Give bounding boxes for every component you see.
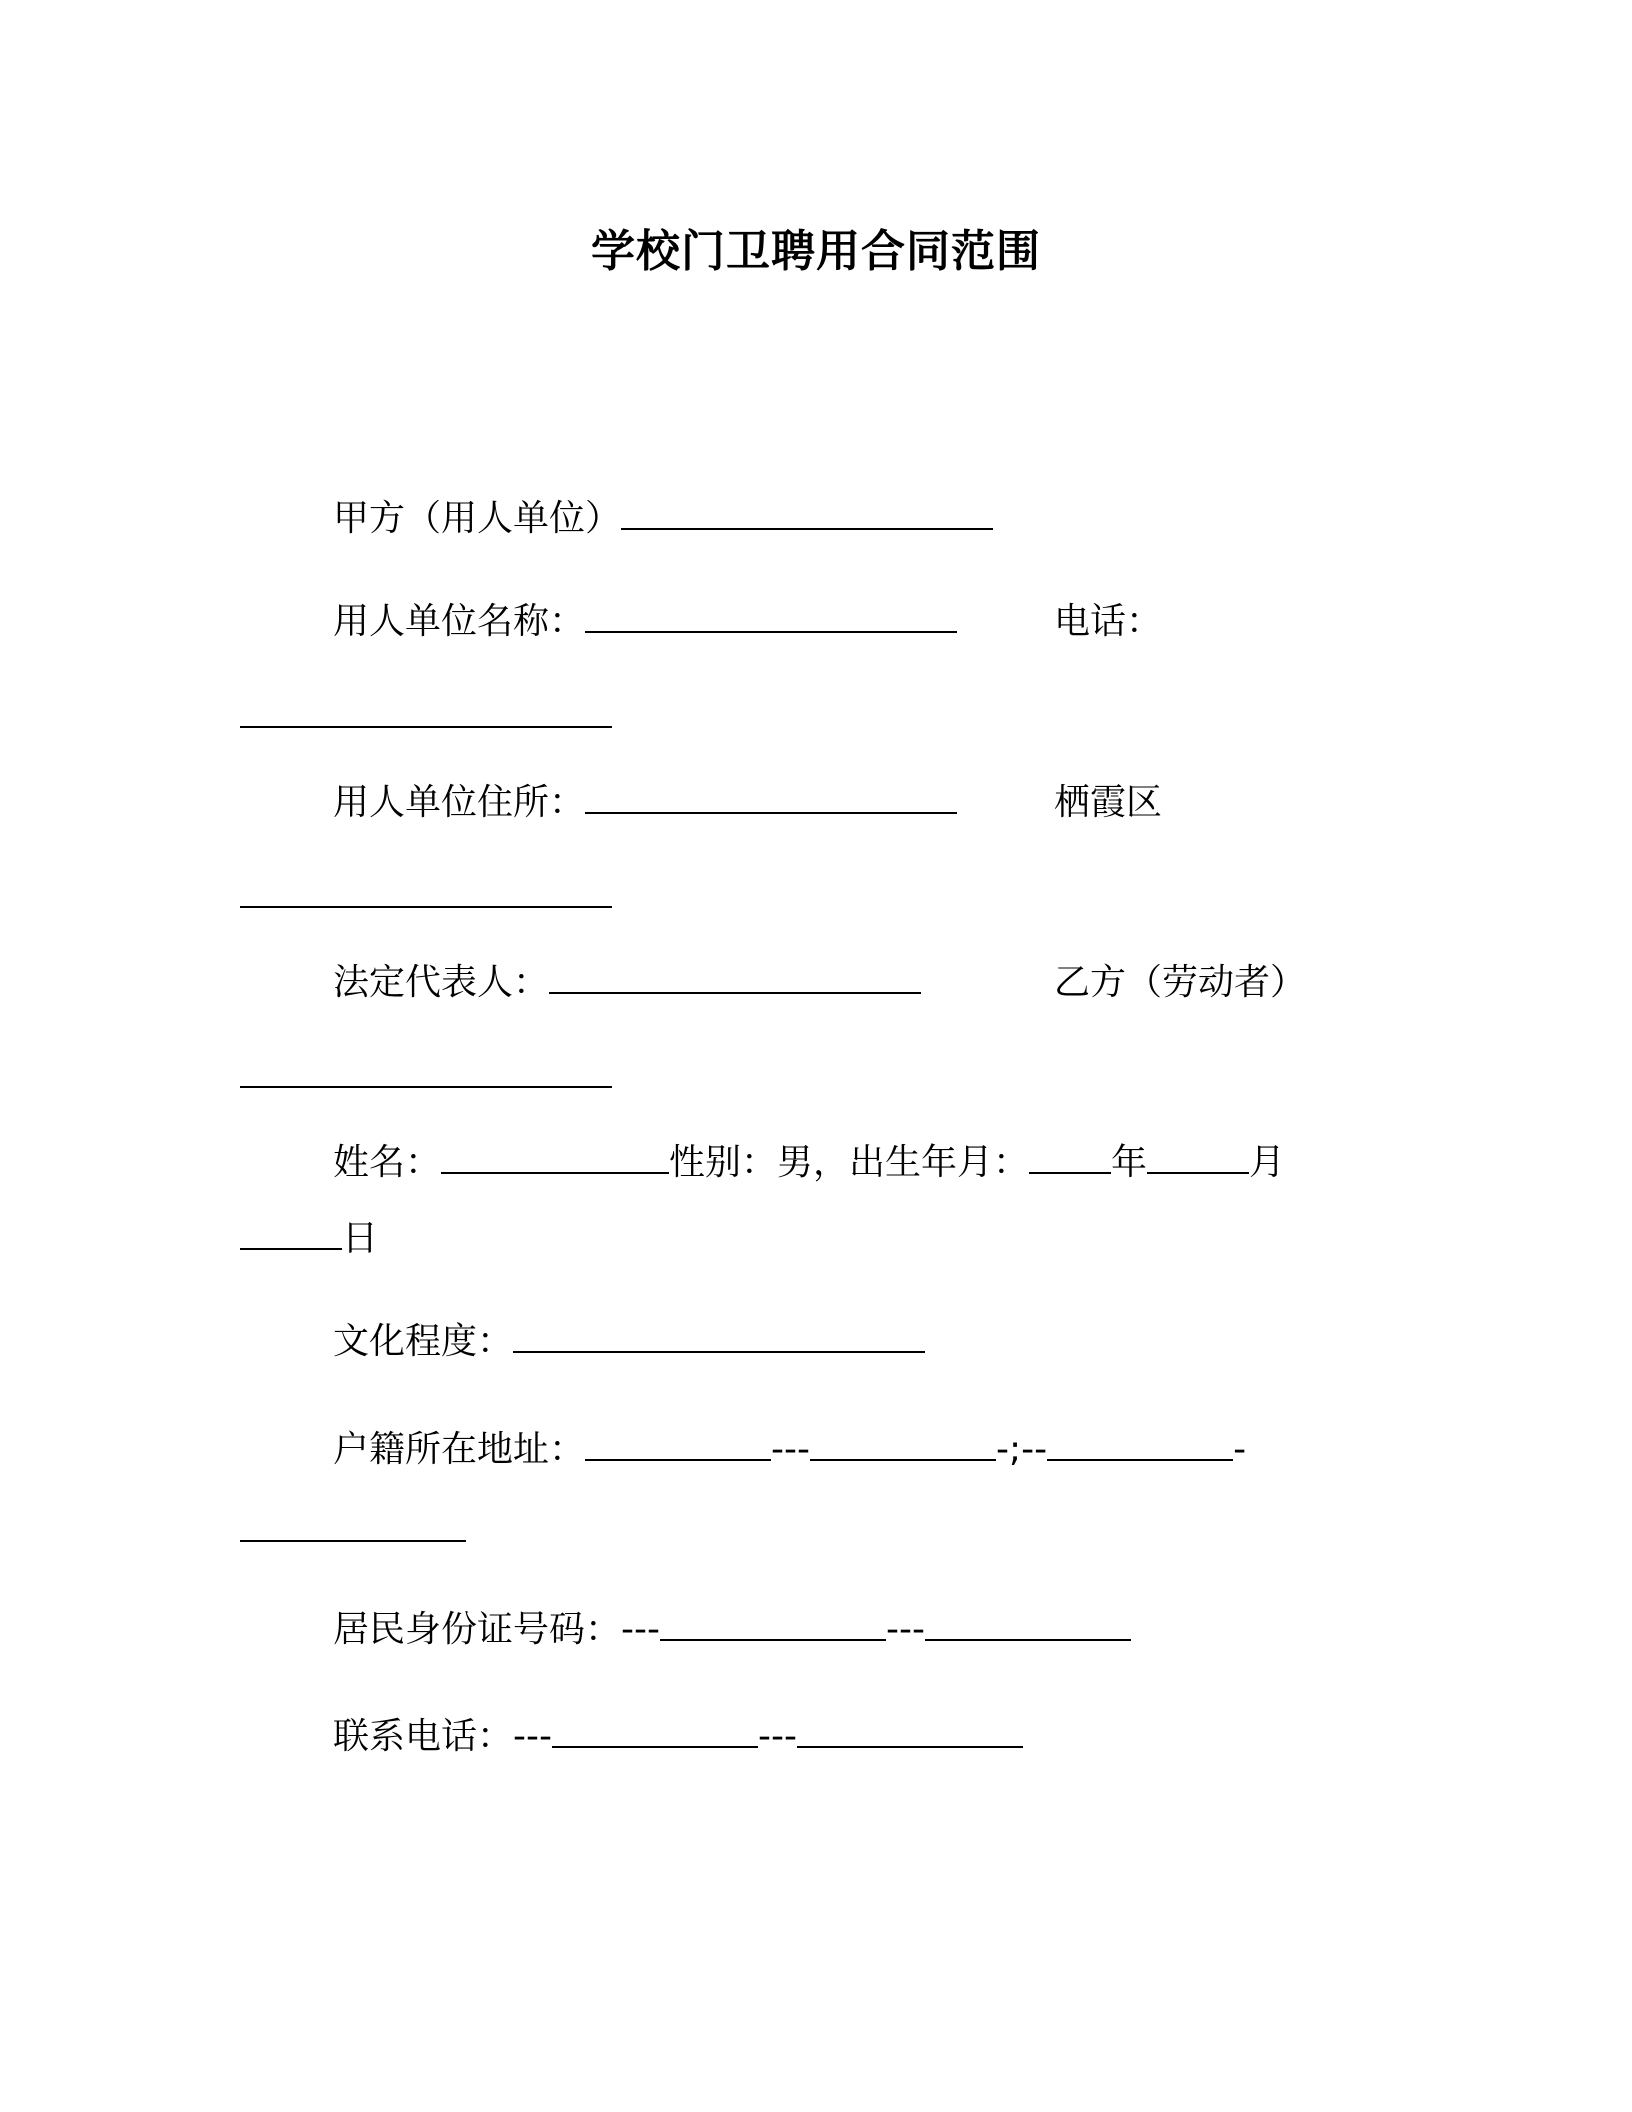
id-blank-2: [925, 1605, 1131, 1641]
employer-address-label: 用人单位住所：: [333, 782, 586, 823]
household-blank-3: [1047, 1425, 1233, 1461]
day-blank: [240, 1214, 342, 1250]
year-label: 年: [1111, 1142, 1148, 1183]
employer-name-blank: [585, 597, 957, 633]
name-blank: [441, 1138, 669, 1174]
district-blank: [240, 904, 612, 908]
district-label: 栖霞区: [1054, 782, 1163, 823]
contact-phone-label: 联系电话：---: [333, 1716, 552, 1757]
id-number-line: [333, 1605, 1131, 1655]
party-b-blank: [240, 1084, 612, 1088]
contact-phone-line: [333, 1712, 1023, 1762]
household-blank-4: [240, 1538, 466, 1542]
month-blank: [1147, 1138, 1249, 1174]
household-address-line: [333, 1425, 1246, 1475]
household-sep-3: -: [1233, 1429, 1247, 1470]
party-b-label: 乙方（劳动者）: [1054, 962, 1307, 1003]
day-line: [240, 1214, 378, 1264]
name-birth-line: [333, 1138, 1285, 1188]
legal-rep-blank: [549, 958, 921, 994]
contact-blank-2: [797, 1712, 1023, 1748]
year-blank: [1029, 1138, 1111, 1174]
education-blank: [513, 1317, 925, 1353]
gender-birth-label: 性别：男，出生年月：: [669, 1142, 1030, 1183]
legal-rep-line: [333, 958, 921, 1008]
household-sep-2: -;--: [996, 1429, 1048, 1470]
household-sep-1: ---: [771, 1429, 810, 1470]
id-number-label: 居民身份证号码：---: [333, 1609, 660, 1650]
day-label: 日: [342, 1218, 379, 1259]
education-line: [333, 1317, 925, 1367]
name-label: 姓名：: [333, 1142, 442, 1183]
party-a-blank: [621, 494, 993, 530]
month-label: 月: [1249, 1142, 1286, 1183]
legal-rep-label: 法定代表人：: [333, 962, 550, 1003]
phone-label: 电话：: [1054, 601, 1163, 642]
document-title: 学校门卫聘用合同范围: [591, 226, 1041, 277]
contact-blank-1: [552, 1712, 758, 1748]
employer-name-line: [333, 597, 957, 647]
employer-address-blank: [585, 778, 957, 814]
party-a-label: 甲方（用人单位）: [333, 498, 622, 539]
household-address-label: 户籍所在地址：: [333, 1429, 586, 1470]
employer-address-line: [333, 778, 957, 828]
party-a-line: [333, 494, 993, 544]
education-label: 文化程度：: [333, 1321, 514, 1362]
id-sep: ---: [885, 1609, 925, 1650]
employer-name-label: 用人单位名称：: [333, 601, 586, 642]
phone-blank: [240, 724, 612, 728]
id-blank-1: [660, 1605, 886, 1641]
contact-sep: ---: [757, 1716, 797, 1757]
household-blank-2: [810, 1425, 996, 1461]
household-blank-1: [585, 1425, 771, 1461]
